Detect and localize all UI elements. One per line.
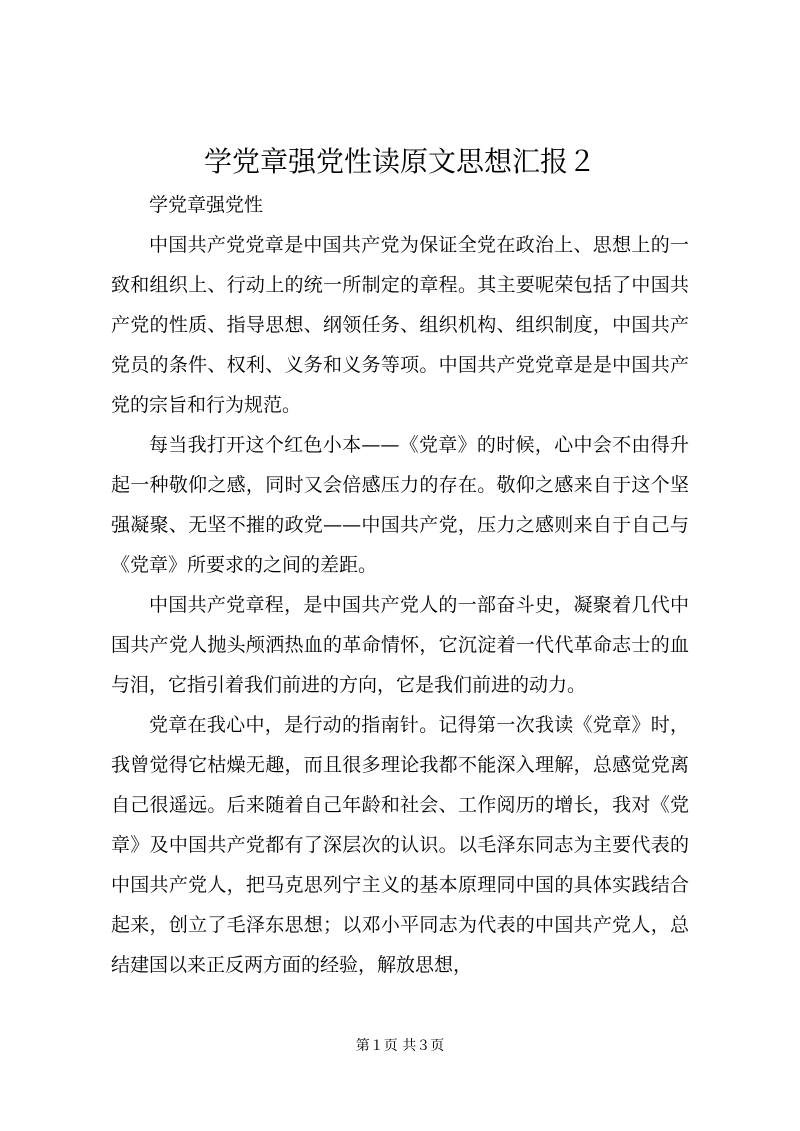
section-heading: 学党章强党性 [149, 194, 264, 216]
document-body [111, 185, 689, 985]
body-paragraph: 中国共产党党章是中国共产党为保证全党在政治上、思想上的一致和组织上、行动上的统一所制定的章程。其主要呢荣包括了中国共产党的性质、指导思想、纲领任务、组织机构、组织制度，中国共产党员的条件、权利、义务和义务等项。中国共产党党章是是中国共产党的宗旨和行为规范。 [111, 234, 689, 416]
page-footer: 第１页 共３页 [355, 1038, 445, 1054]
document-title: 学党章强党性读原文思想汇报２ [203, 145, 596, 178]
body-paragraph: 党章在我心中，是行动的指南针。记得第一次我读《党章》时，我曾觉得它枯燥无趣，而且很多理论我都不能深入理解，总感觉党离自己很遥远。后来随着自己年龄和社会、工作阅历的增长，我对《党章》及中国共产党都有了深层次的认识。以毛泽东同志为主要代表的中国共产党人，把马克思列宁主义的基本原理同中国的具体实践结合起来，创立了毛泽东思想；以邓小平同志为代表的中国共产党人，总结建国以来正反两方面的经验，解放思想， [111, 714, 689, 976]
body-paragraph: 每当我打开这个红色小本——《党章》的时候，心中会不由得升起一种敬仰之感，同时又会倍感压力的存在。敬仰之感来自于这个坚强凝聚、无坚不摧的政党——中国共产党，压力之感则来自于自己与《党章》所要求的之间的差距。 [111, 434, 689, 576]
body-paragraph: 中国共产党章程，是中国共产党人的一部奋斗史，凝聚着几代中国共产党人抛头颅洒热血的革命情怀，它沉淀着一代代革命志士的血与泪，它指引着我们前进的方向，它是我们前进的动力。 [111, 594, 689, 696]
